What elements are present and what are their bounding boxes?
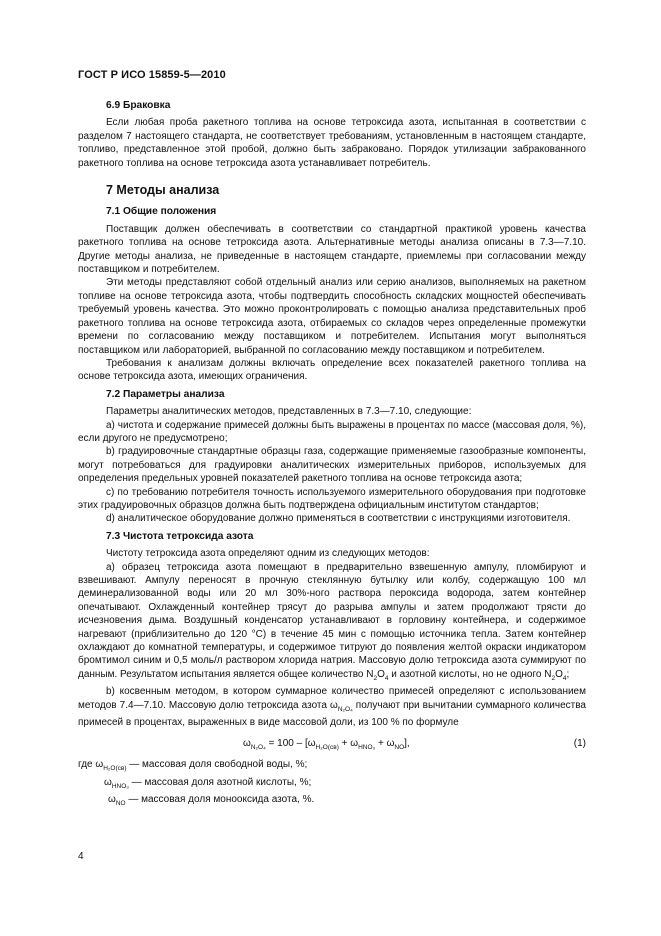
- section-7-3-paragraph: Чистоту тетроксида азота определяют одним из следующих методов:: [106, 548, 430, 560]
- section-6-9-heading: 6.9 Браковка: [106, 100, 171, 111]
- formula-number: (1): [573, 738, 586, 750]
- section-7-2-item-b: b) градуировочные стандартные образцы газа, содержащие применяемые газообразные компоненты, могут потребоваться для градуировки аналитических измерительных приборов, используемых для определения предельных уровней показателей ракетного топлива на основе тетроксида азота;: [78, 446, 586, 485]
- section-7-2-paragraph: Параметры аналитических методов, представленных в 7.3—7.10, следующие:: [106, 406, 472, 418]
- section-7-3-item-a: a) образец тетроксида азота помещают в предварительно взвешенную ампулу, пломбируют и взвешивают. Ампулу переносят в прочную стеклянную бутылку или колбу, содержащую 100 мл деминерализованной воды или 20 мл 30%-ного раствора пероксида водорода, затем контейнер опечатывают. Охлажденный контейнер трясут до разрыва ампулы и затем продолжают трясти до исчезновения дыма. Воздушный конденсатор устанавливают в горловину контейнера, и содержимое нагревают (приблизительно до 120 °C) в течение 45 мин с помощью источника тепла. Затем контейнер охлаждают до комнатной температуры, и содержимое титруют до появления желтой окраски индикатором бромтимол синим и 0,5 моль/л раствором хлорида натрия. Массовую долю тетроксида азота суммируют по данным. Результатом испытания является общее количество $N_2O_4$ и азотной кислоты, но не одного $N_2O_4$;: [78, 561, 586, 682]
- section-7-1-paragraph-3: Требования к анализам должны включать определение всех показателей ракетного топлива на основе тетроксида азота, имеющих ограничения.: [78, 357, 586, 383]
- section-7-2-item-a: a) чистота и содержание примесей должны быть выражены в процентах по массе (массовая доля, %), если другого не предусмотрено;: [78, 419, 586, 444]
- section-7-3-heading: 7.3 Чистота тетроксида азота: [106, 530, 254, 542]
- section-7-2-heading: 7.2 Параметры анализа: [106, 388, 225, 400]
- section-7-1-paragraph-1: Поставщик должен обеспечивать в соответствии со стандартной практикой уровень качества ракетного топлива на основе тетроксида азота. Альтернативные методы анализа описаны в 7.3—7.10. Другие методы анализа, не приведенные в настоящем стандарте, приемлемы при согласовании между поставщиком и потребителем.: [78, 223, 586, 276]
- formula-legend: [78, 758, 586, 810]
- section-6-9-paragraph: Если любая проба ракетного топлива на основе тетроксида азота, испытанная в соответствии с разделом 7 настоящего стандарта, не соответствует требованиям, установленным в настоящем стандарте, топливо, представленное этой пробой, должно быть забраковано. Порядок утилизации забракованного ракетного топлива на основе тетроксида азота устанавливает потребитель.: [78, 117, 586, 169]
- formula-expression: $\omega_{N_2O_4} = 100 - [\omega_{H_2O(св)} + \omega_{HNO_3} + \omega_{NO}]$,: [243, 738, 410, 752]
- section-7-2-item-c: c) по требованию потребителя точность используемого измерительного оборудования при подготовке этих градуировочных образцов должна быть подтверждена официальным институтом стандартов;: [78, 486, 586, 511]
- formula-1: [78, 735, 586, 753]
- section-7-1-paragraph-2: Эти методы представляют собой отдельный анализ или серию анализов, выполняемых на ракетном топливе на основе тетроксида азота, чтобы подтвердить способность складских мощностей обеспечивать требуемый уровень качества. Это можно проконтролировать с помощью анализа представительных проб ракетного топлива на основе тетроксида азота, отбираемых со складов через определенные промежутки времени по согласованию между поставщиком и потребителем. Испытания могут выполняться поставщиком или лабораторией, выбранной по согласованию между поставщиком и потребителем.: [78, 277, 586, 356]
- page-content: [78, 95, 586, 811]
- legend-row-water: где $\omega_{H_2O(св)}$ — массовая доля свободной воды, %;: [78, 759, 308, 773]
- section-7-heading: 7 Методы анализа: [106, 183, 220, 198]
- section-7-2-item-d: d) аналитическое оборудование должно применяться в соответствии с инструкциями изготовителя.: [106, 513, 571, 525]
- section-7-1-heading: 7.1 Общие положения: [106, 206, 217, 218]
- legend-row-nitric-acid: $\omega_{HNO_3}$ — массовая доля азотной кислоты, %;: [104, 776, 312, 790]
- section-7-3-item-b: b) косвенным методом, в котором суммарное количество примесей определяют с использованием методов 7.4—7.10. Массовую долю тетроксида азота $\omega_{N_2O_4}$ получают при вычитании суммарного количества примесей в процентах, выраженных в виде массовой доли, из 100 % по формуле: [78, 686, 586, 729]
- document-header: ГОСТ Р ИСО 15859-5—2010: [78, 69, 226, 81]
- page-number: 4: [78, 851, 84, 862]
- legend-row-nitrogen-monoxide: $\omega_{NO}$ — массовая доля монооксида азота, %.: [108, 794, 315, 808]
